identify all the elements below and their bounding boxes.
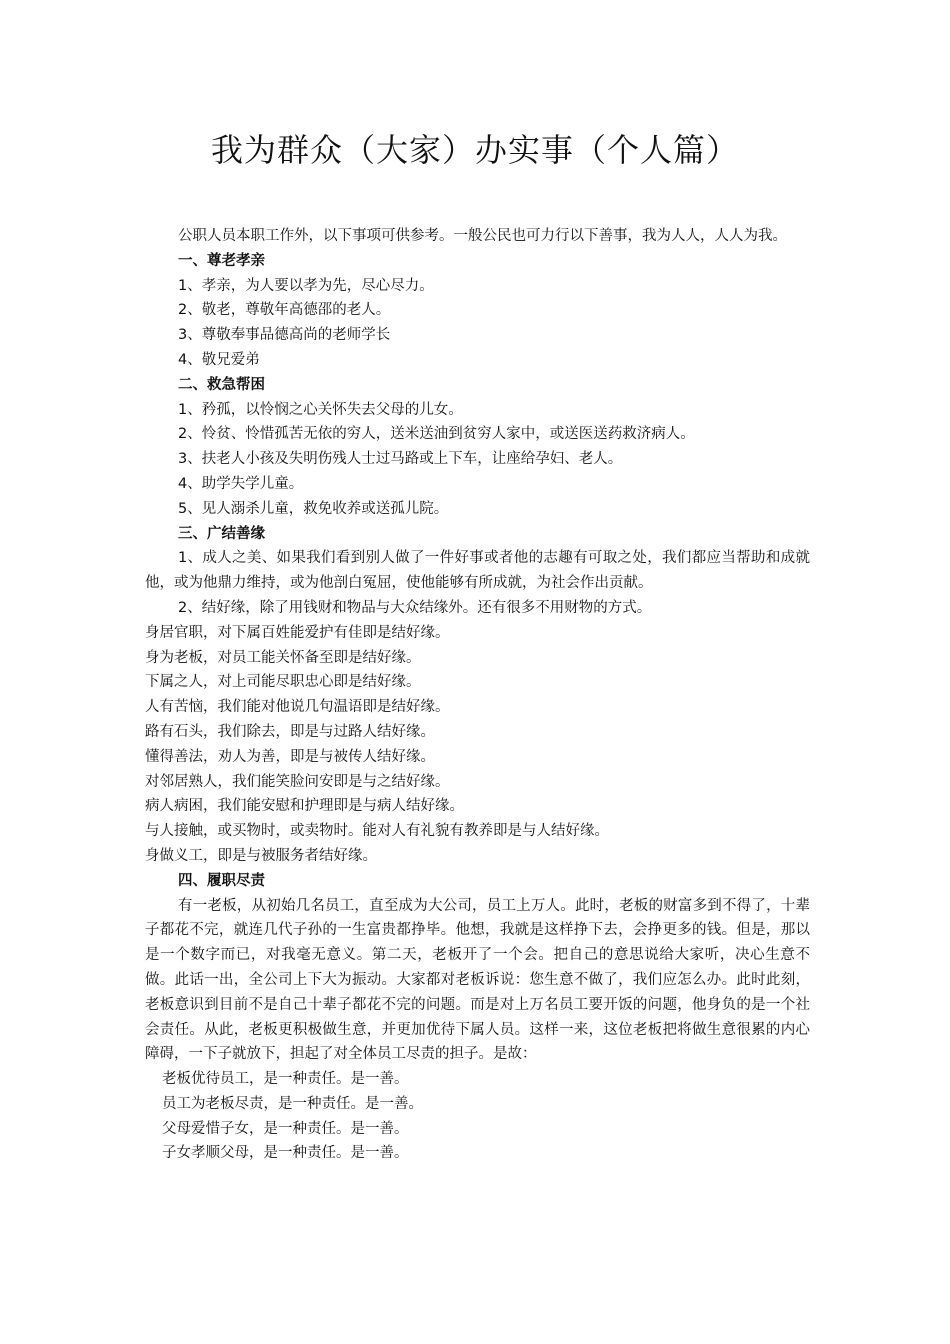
paragraph: 2、结好缘，除了用钱财和物品与大众结缘外。还有很多不用财物的方式。 [178,599,652,616]
list-item: 父母爱惜子女，是一种责任。是一善。 [162,1120,409,1137]
list-item: 员工为老板尽责，是一种责任。是一善。 [162,1095,423,1112]
list-item: 下属之人，对上司能尽职忠心即是结好缘。 [145,674,421,691]
section-heading: 四、履职尽责 [178,872,265,889]
paragraph: 1、成人之美、如果我们看到别人做了一件好事或者他的志趣有可取之处，我们都应当帮助和成就他，或为他鼎力维持，或为他剖白冤屈，使他能够有所成就，为社会作出贡献。 [145,550,810,592]
list-item: 1、孝亲，为人要以孝为先，尽心尽力。 [178,277,434,294]
list-item: 4、敬兄爱弟 [178,351,260,368]
list-item: 3、尊敬奉事品德高尚的老师学长 [178,327,391,344]
list-item: 病人病困，我们能安慰和护理即是与病人结好缘。 [145,798,464,815]
list-item: 对邻居熟人，我们能笑脸问安即是与之结好缘。 [145,773,450,790]
paragraph: 有一老板，从初始几名员工，直至成为大公司，员工上万人。此时，老板的财富多到不得了，十辈子都花不完，就连几代子孙的一生富贵都挣毕。他想，我就是这样挣下去，会挣更多的钱。但是，那以是一个数字而已，对我毫无意义。第二天，老板开了一个会。把自己的意思说给大家听，决心生意不做。此话一出，全公司上下大为振动。大家都对老板诉说：您生意不做了，我们应怎么办。此时此刻，老板意识到目前不是自己十辈子都花不完的问题。而是对上万名员工要开饭的问题，他身负的是一个社会责任。从此，老板更积极做生意，并更加优待下属人员。这样一来，这位老板把将做生意很累的内心障碍，一下子就放下，担起了对全体员工尽责的担子。是故： [145,897,810,1063]
list-item: 身为老板，对员工能关怀备至即是结好缘。 [145,649,421,666]
list-item: 路有石头，我们除去，即是与过路人结好缘。 [145,723,435,740]
section-heading: 一、尊老孝亲 [178,252,265,269]
list-item: 5、见人溺杀儿童，救免收养或送孤儿院。 [178,500,449,517]
intro-paragraph: 公职人员本职工作外，以下事项可供参考。一般公民也可力行以下善事，我为人人，人人为我。 [178,228,787,244]
page-title: 我为群众（大家）办实事（个人篇） [210,131,739,169]
list-item: 1、矜孤，以怜悯之心关怀失去父母的儿女。 [178,401,463,418]
list-item: 2、怜贫、怜惜孤苦无依的穷人，送米送油到贫穷人家中，或送医送药救济病人。 [178,426,695,443]
list-item: 老板优待员工，是一种责任。是一善。 [162,1071,409,1088]
list-item: 子女孝顺父母，是一种责任。是一善。 [162,1145,409,1162]
list-item: 3、扶老人小孩及失明伤残人士过马路或上下车，让座给孕妇、老人。 [178,451,623,468]
list-item: 身居官职，对下属百姓能爱护有佳即是结好缘。 [145,624,450,641]
list-item: 身做义工，即是与被服务者结好缘。 [145,847,377,864]
section-heading: 三、广结善缘 [178,525,265,542]
list-item: 懂得善法，劝人为善，即是与被传人结好缘。 [145,748,435,765]
list-item: 与人接触，或买物时，或卖物时。能对人有礼貌有教养即是与人结好缘。 [145,823,609,840]
section-heading: 二、救急帮困 [178,376,265,393]
list-item: 4、助学失学儿童。 [178,475,304,492]
list-item: 人有苦恼，我们能对他说几句温语即是结好缘。 [145,699,450,716]
list-item: 2、敬老，尊敬年高德邵的老人。 [178,302,391,319]
document-body [145,224,810,1166]
